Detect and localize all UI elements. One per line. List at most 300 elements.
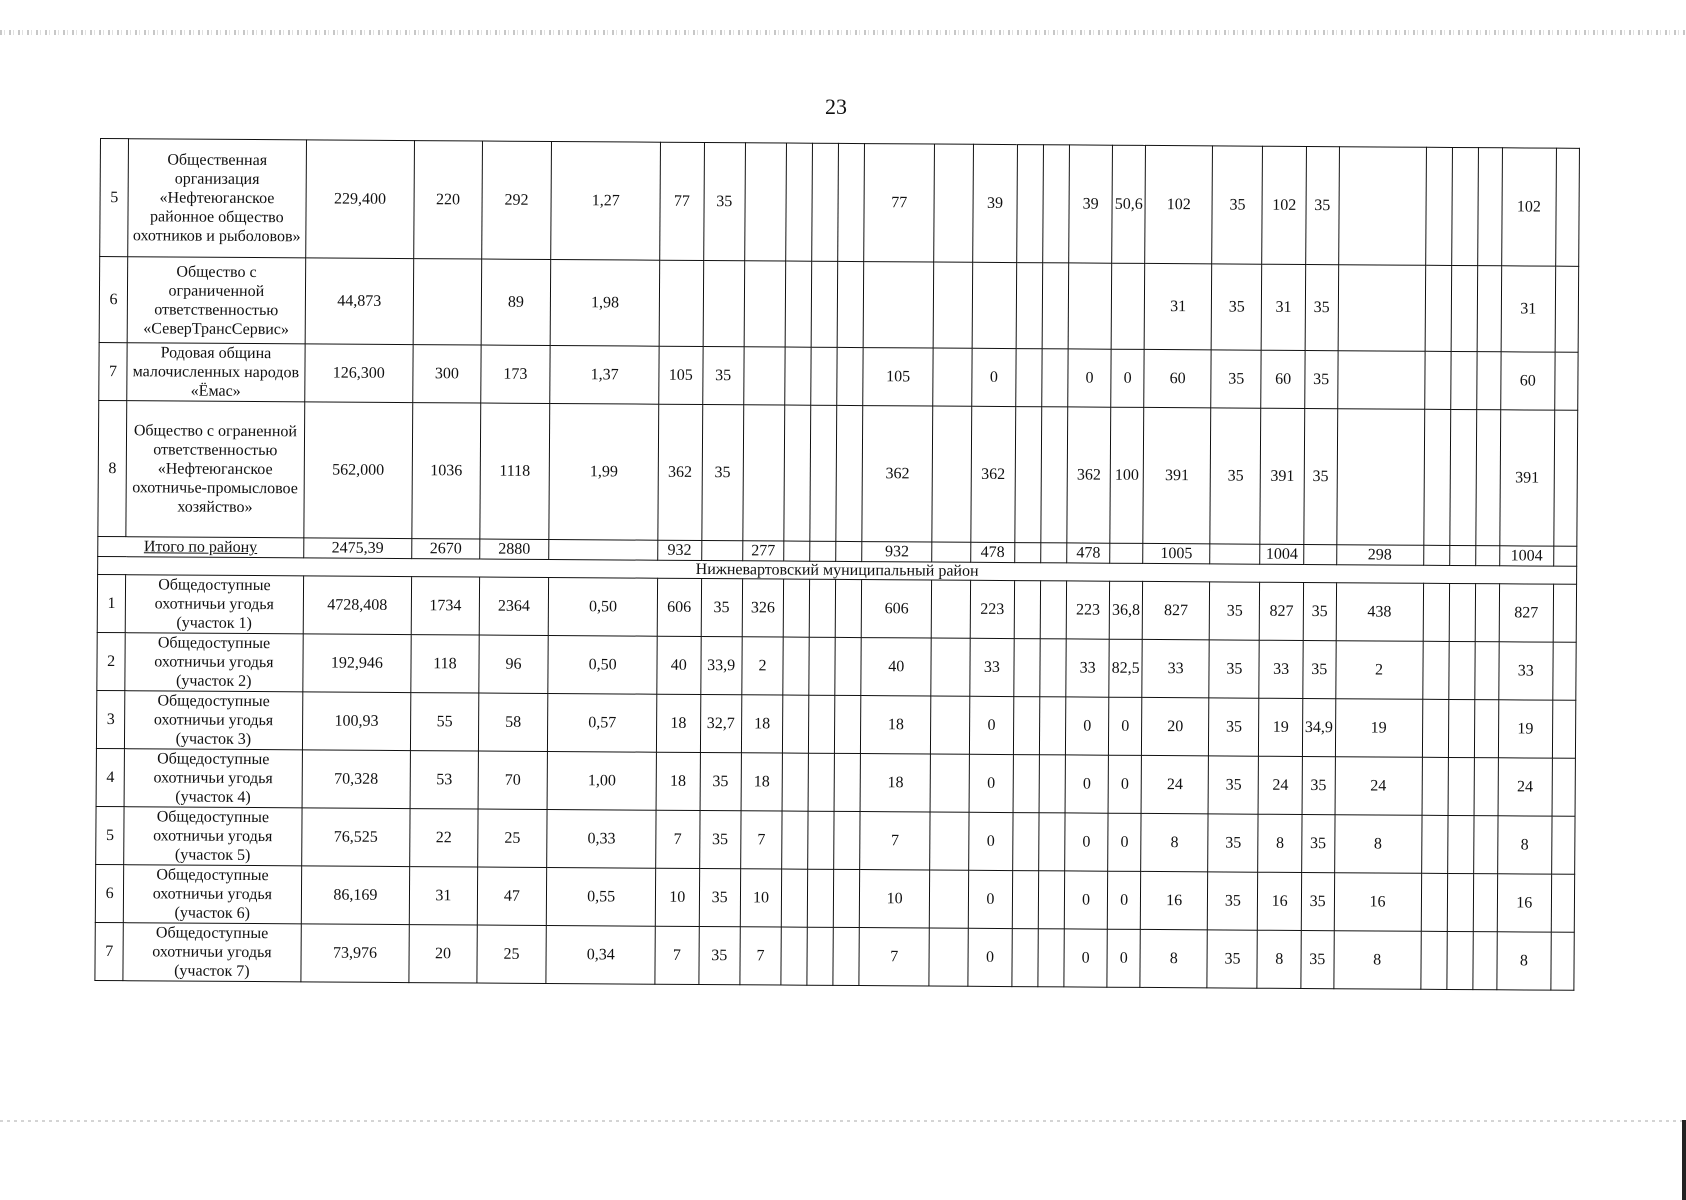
table-cell: 0,55 [547, 867, 656, 926]
table-cell: 10 [655, 868, 699, 926]
table-cell: 60 [1144, 349, 1212, 407]
table-cell [1552, 758, 1575, 816]
table-cell [1015, 407, 1042, 543]
table-cell [933, 348, 973, 406]
table-cell: 0 [1108, 813, 1141, 871]
table-cell: 33 [1066, 639, 1110, 697]
table-cell [1553, 584, 1576, 642]
table-cell [1425, 147, 1452, 265]
total-cell: 2880 [479, 539, 549, 559]
table-cell [1554, 410, 1578, 546]
table-cell: 0 [1064, 871, 1108, 929]
table-cell [784, 405, 811, 541]
table-cell: 0 [1108, 755, 1141, 813]
table-cell: 8 [1140, 929, 1208, 987]
table-cell: 35 [1208, 872, 1258, 930]
table-cell: 31 [1501, 266, 1556, 352]
table-cell [744, 347, 786, 405]
table-cell: 0 [972, 348, 1016, 406]
table-cell [1477, 266, 1501, 352]
table-cell: 0 [970, 696, 1014, 754]
table-cell: 19 [1335, 699, 1422, 758]
table-cell [1555, 266, 1579, 352]
table-cell: 55 [411, 693, 479, 751]
table-cell: 1,98 [550, 259, 659, 346]
table-cell: 102 [1262, 146, 1306, 264]
table-cell: 1734 [411, 577, 479, 635]
table-cell [1038, 929, 1064, 987]
table-cell: 20 [1141, 697, 1209, 755]
table-cell [1449, 583, 1475, 641]
table-cell [1421, 873, 1447, 931]
table-cell: 70 [478, 751, 548, 809]
table-cell: 0 [1065, 697, 1109, 755]
table-cell [781, 869, 807, 927]
table-cell: 7 [860, 812, 930, 870]
table-cell [808, 869, 834, 927]
table-cell: 35 [1208, 814, 1258, 872]
table-cell [1451, 265, 1478, 351]
table-cell: 0 [1065, 813, 1109, 871]
table-cell: 362 [658, 404, 702, 540]
table-cell: 25 [477, 925, 547, 983]
total-label: Итого по району [98, 536, 304, 557]
hunting-quota-table [94, 138, 1580, 991]
table-cell [1013, 755, 1039, 813]
table-cell: 100,93 [302, 692, 411, 751]
table-cell: 292 [481, 141, 551, 259]
table-cell: 827 [1260, 582, 1304, 640]
table-cell [782, 753, 808, 811]
table-row [97, 632, 1576, 700]
table-cell [1421, 815, 1447, 873]
table-cell: 25 [477, 809, 547, 867]
table-cell [812, 143, 839, 261]
total-cell: 932 [862, 542, 932, 562]
total-cell [1110, 543, 1143, 563]
table-cell: 50,6 [1112, 145, 1145, 263]
table-cell [1475, 642, 1499, 700]
table-cell [1012, 929, 1038, 987]
table-cell [933, 262, 973, 348]
table-cell [1474, 700, 1498, 758]
table-cell [1422, 641, 1448, 699]
table-cell [837, 347, 863, 405]
table-cell: 35 [1210, 582, 1260, 640]
table-cell [1474, 758, 1498, 816]
table-cell [1448, 757, 1474, 815]
scan-right-edge [1682, 1120, 1686, 1200]
table-cell [1012, 871, 1038, 929]
table-cell: 24 [1498, 758, 1553, 816]
row-number: 1 [97, 574, 126, 632]
table-cell [1336, 409, 1424, 546]
table-cell [1423, 409, 1450, 545]
table-cell: 8 [1141, 813, 1209, 871]
table-cell [930, 696, 970, 754]
table-cell: 100 [1110, 407, 1144, 543]
table-cell [1013, 697, 1039, 755]
organization-name: Общедоступные охотничьи угодья (участок 3) [125, 691, 303, 750]
table-cell [1448, 641, 1474, 699]
table-cell [834, 811, 860, 869]
table-cell: 0,34 [546, 925, 655, 984]
table-cell: 31 [410, 867, 478, 925]
table-cell [1447, 873, 1473, 931]
table-cell: 86,169 [301, 866, 410, 925]
table-row [96, 806, 1575, 874]
table-cell [1552, 816, 1575, 874]
table-cell: 1,37 [550, 345, 659, 404]
organization-name: Общедоступные охотничьи угодья (участок 7) [123, 923, 301, 982]
table-cell [835, 695, 861, 753]
table-cell: 35 [1210, 408, 1261, 544]
row-number: 5 [96, 806, 125, 864]
table-cell: 0 [969, 812, 1013, 870]
table-cell [1424, 351, 1450, 409]
table-cell: 229,400 [305, 140, 415, 259]
table-cell [744, 261, 786, 347]
table-cell: 35 [701, 405, 743, 541]
table-cell [1476, 352, 1500, 410]
organization-name: Общедоступные охотничьи угодья (участок 1) [125, 575, 303, 634]
table-cell [1111, 263, 1144, 349]
table-cell: 96 [479, 635, 549, 693]
table-row [97, 574, 1576, 642]
table-cell [1422, 757, 1448, 815]
table-cell: 8 [1334, 815, 1421, 874]
table-cell [1473, 874, 1497, 932]
table-cell [1420, 931, 1446, 989]
table-cell [703, 261, 745, 347]
table-cell: 0,33 [547, 809, 656, 868]
total-cell [1423, 545, 1449, 565]
table-cell [1451, 147, 1478, 265]
table-cell: 8 [1257, 930, 1301, 988]
document-sheet [94, 138, 1580, 991]
table-cell: 20 [409, 925, 477, 983]
table-cell: 0,50 [548, 635, 657, 694]
table-cell: 35 [702, 347, 744, 405]
table-cell: 35 [1302, 814, 1335, 872]
table-cell: 34,9 [1302, 698, 1335, 756]
organization-name: Общество с ограниченной ответственностью «СеверТрансСервис» [127, 257, 305, 344]
table-cell: 102 [1145, 145, 1213, 263]
table-cell: 0 [1064, 929, 1108, 987]
table-cell: 35 [703, 143, 745, 261]
total-cell [549, 539, 658, 560]
table-cell: 89 [481, 259, 551, 345]
table-cell: 40 [861, 638, 931, 696]
table-cell [929, 928, 969, 986]
table-cell: 24 [1141, 755, 1209, 813]
total-cell [1210, 544, 1260, 564]
table-cell [1338, 147, 1426, 266]
table-cell: 39 [1069, 145, 1113, 263]
table-cell: 4728,408 [303, 576, 412, 635]
table-cell: 58 [478, 693, 548, 751]
table-row [100, 139, 1580, 267]
table-cell [743, 405, 785, 541]
row-number: 7 [95, 922, 124, 980]
table-cell: 2 [742, 637, 784, 695]
table-cell [930, 754, 970, 812]
table-cell: 606 [657, 578, 701, 636]
table-cell: 31 [1144, 263, 1212, 349]
table-cell [809, 637, 835, 695]
table-row [99, 257, 1579, 353]
total-cell: 932 [658, 540, 702, 560]
table-cell [809, 695, 835, 753]
row-number: 7 [99, 342, 128, 400]
table-cell [835, 637, 861, 695]
table-cell [1012, 813, 1038, 871]
row-number: 8 [98, 400, 127, 536]
table-cell: 7 [655, 926, 699, 984]
total-cell [701, 540, 742, 560]
organization-name: Общественная организация «Нефтеюганское районное общество охотников и рыболовов» [128, 139, 306, 258]
total-cell [1304, 544, 1337, 564]
table-cell [1042, 349, 1068, 407]
table-cell [1040, 581, 1066, 639]
table-cell: 102 [1501, 148, 1556, 266]
table-cell: 35 [1304, 408, 1338, 544]
table-cell: 105 [863, 348, 933, 406]
table-cell [659, 260, 703, 346]
table-cell [811, 261, 838, 347]
table-cell: 10 [860, 870, 930, 928]
table-cell: 36,8 [1110, 581, 1143, 639]
table-cell [930, 812, 970, 870]
table-cell: 33,9 [700, 636, 742, 694]
total-cell: 1004 [1499, 546, 1554, 566]
table-row [98, 400, 1578, 546]
table-cell [1473, 816, 1497, 874]
table-row [99, 342, 1578, 410]
table-cell: 0 [969, 754, 1013, 812]
table-cell: 60 [1500, 352, 1555, 410]
table-cell: 33 [970, 638, 1014, 696]
table-cell [1038, 871, 1064, 929]
table-cell: 223 [1066, 581, 1110, 639]
table-row [95, 864, 1574, 932]
table-cell [1338, 265, 1426, 352]
table-cell: 118 [411, 635, 479, 693]
total-cell [810, 541, 836, 561]
table-cell: 60 [1261, 350, 1305, 408]
total-cell [1014, 543, 1040, 563]
organization-name: Общедоступные охотничьи угодья (участок 6) [124, 865, 302, 924]
table-cell: 35 [1301, 872, 1334, 930]
total-cell: 478 [1067, 543, 1111, 563]
table-cell [786, 143, 813, 261]
table-cell [1476, 410, 1501, 546]
table-cell: 35 [1303, 582, 1336, 640]
table-cell: 39 [973, 144, 1017, 262]
table-cell [834, 753, 860, 811]
table-cell [1448, 699, 1474, 757]
table-cell [783, 579, 809, 637]
table-cell [1447, 931, 1473, 989]
table-cell: 35 [1211, 350, 1261, 408]
table-cell [1039, 755, 1065, 813]
table-cell: 33 [1142, 639, 1210, 697]
total-cell: 1004 [1260, 544, 1304, 564]
row-number: 5 [100, 139, 129, 257]
table-cell: 173 [480, 345, 550, 403]
table-cell: 70,328 [302, 750, 411, 809]
total-cell: 277 [743, 541, 784, 561]
table-cell [837, 261, 864, 347]
table-cell: 223 [970, 580, 1014, 638]
table-cell: 35 [1209, 698, 1259, 756]
table-cell: 2 [1335, 641, 1422, 700]
table-cell [745, 143, 787, 261]
table-cell: 73,976 [300, 924, 409, 983]
total-cell: 298 [1336, 545, 1423, 566]
table-cell [1041, 407, 1068, 543]
table-cell [1475, 584, 1499, 642]
organization-name: Общество с ограненной ответственностью «Нефтеюганское охотничье-промысловое хозяйство» [126, 401, 304, 538]
organization-name: Родовая община малочисленных народов «Ёмас» [127, 343, 305, 402]
total-cell: 2670 [412, 539, 480, 559]
table-cell [1016, 145, 1043, 263]
table-cell [1337, 351, 1424, 410]
table-cell: 7 [741, 811, 783, 869]
table-cell [782, 811, 808, 869]
table-cell: 391 [1499, 410, 1554, 546]
table-cell: 391 [1260, 408, 1304, 544]
table-cell: 35 [699, 868, 741, 926]
table-row [96, 748, 1575, 816]
organization-name: Общедоступные охотничьи угодья (участок 4) [124, 749, 302, 808]
total-cell: 478 [971, 542, 1015, 562]
table-cell [1042, 263, 1069, 349]
table-cell: 53 [410, 751, 478, 809]
table-cell: 10 [740, 869, 782, 927]
table-cell: 24 [1335, 757, 1422, 816]
organization-name: Общедоступные охотничьи угодья (участок 2) [125, 633, 303, 692]
table-cell: 8 [1258, 814, 1302, 872]
table-cell: 326 [742, 579, 784, 637]
table-cell: 438 [1336, 583, 1423, 642]
table-cell: 35 [1306, 147, 1339, 265]
table-cell: 2364 [479, 577, 549, 635]
total-cell: 1005 [1143, 543, 1211, 563]
table-cell: 16 [1258, 872, 1302, 930]
table-cell [931, 638, 971, 696]
table-cell: 35 [1207, 930, 1257, 988]
table-cell [1040, 639, 1066, 697]
table-cell: 1036 [412, 403, 480, 539]
table-cell: 32,7 [700, 694, 742, 752]
table-cell [1447, 815, 1473, 873]
scan-bottom-edge [0, 1120, 1686, 1122]
table-cell [783, 637, 809, 695]
table-cell: 33 [1259, 640, 1303, 698]
table-cell: 35 [1212, 264, 1263, 350]
table-cell [808, 753, 834, 811]
table-cell: 7 [859, 928, 929, 986]
table-cell [807, 927, 833, 985]
table-cell [785, 261, 812, 347]
table-cell [932, 406, 972, 542]
table-cell: 0 [968, 928, 1012, 986]
table-cell: 7 [740, 927, 782, 985]
table-cell: 16 [1140, 871, 1208, 929]
table-cell [1039, 697, 1065, 755]
table-cell [1068, 263, 1112, 349]
table-cell: 18 [741, 753, 783, 811]
table-cell [783, 695, 809, 753]
table-cell: 18 [656, 752, 700, 810]
table-cell [785, 347, 811, 405]
table-cell [781, 927, 807, 985]
table-cell: 19 [1259, 698, 1303, 756]
table-cell [833, 927, 859, 985]
table-cell: 8 [1497, 932, 1552, 990]
table-cell: 31 [1262, 264, 1306, 350]
table-cell: 1,99 [549, 403, 659, 540]
table-cell [864, 262, 934, 348]
table-cell [1038, 813, 1064, 871]
table-cell [929, 870, 969, 928]
table-cell [1422, 699, 1448, 757]
page-number: 23 [825, 94, 847, 119]
table-cell [1551, 932, 1574, 990]
table-cell: 35 [701, 578, 743, 636]
organization-name: Общедоступные охотничьи угодья (участок 5) [124, 807, 302, 866]
table-cell: 35 [1208, 756, 1258, 814]
table-cell: 35 [699, 810, 741, 868]
table-cell [810, 405, 837, 541]
table-cell: 562,000 [303, 402, 413, 539]
table-cell: 0 [1068, 349, 1112, 407]
table-cell: 0 [1108, 871, 1141, 929]
table-cell: 300 [413, 345, 481, 403]
table-cell [1477, 148, 1502, 266]
table-cell [1555, 352, 1578, 410]
table-cell [834, 869, 860, 927]
table-cell [1553, 642, 1576, 700]
scan-top-edge [0, 30, 1686, 35]
table-cell: 606 [862, 580, 932, 638]
row-number: 6 [95, 864, 124, 922]
total-cell [836, 541, 862, 561]
table-cell: 391 [1143, 407, 1211, 543]
table-cell [1552, 700, 1575, 758]
table-cell [1449, 409, 1476, 545]
table-cell: 827 [1499, 584, 1554, 642]
table-cell: 77 [660, 142, 704, 260]
table-cell: 76,525 [301, 808, 410, 867]
row-number: 2 [97, 632, 126, 690]
table-cell: 18 [861, 696, 931, 754]
section-title: Нижневартовский муниципальный район [98, 556, 1577, 584]
table-cell: 24 [1258, 756, 1302, 814]
table-cell [836, 405, 863, 541]
table-cell: 0 [1107, 929, 1140, 987]
table-cell [838, 143, 865, 261]
total-cell [932, 542, 971, 562]
table-cell: 33 [1498, 642, 1553, 700]
table-cell: 827 [1142, 581, 1210, 639]
table-cell: 105 [659, 346, 703, 404]
table-cell: 35 [1303, 640, 1336, 698]
table-cell: 362 [1067, 407, 1111, 543]
table-cell: 0 [1065, 755, 1109, 813]
table-cell: 0 [968, 870, 1012, 928]
